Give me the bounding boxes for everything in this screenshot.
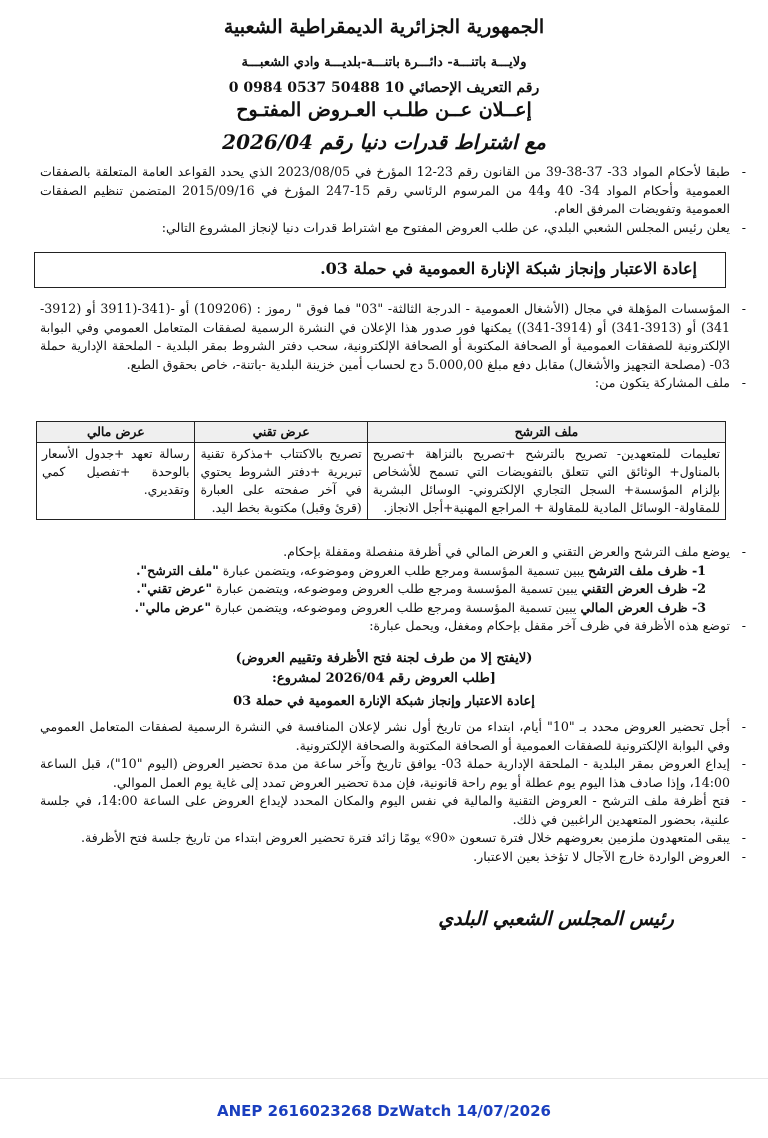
legal-basis-paragraph: - طبقا لأحكام المواد 33- 37-38-39 من القانون رقم 23-12 المؤرخ في 2023/08/05 الذي يحدد القواعد العامة المتعلقة بالصفقات العمومية وأحكام المواد 34- 40 و44 من المرسوم الرئاسي رقم 15-247 المؤرخ في 2015/09/16 المتضمن تنظيم الصفقات العمومية وتفويضات المرفق العام. xyxy=(40,163,746,219)
envelopes-intro: - يوضع ملف الترشح والعرض التقني و العرض المالي في أظرفة منفصلة ومقفلة بإحكام. xyxy=(40,543,746,562)
late-offers-paragraph: - العروض الواردة خارج الآجال لا تؤخذ بعين الاعتبار. xyxy=(40,848,746,867)
conditions-section xyxy=(40,718,746,866)
envelope-item-1 xyxy=(40,562,746,581)
envelope-2-head: 2- ظرف العرض التقني xyxy=(581,581,706,596)
envelope-2-tag: "عرض تقني". xyxy=(136,581,213,596)
project-box xyxy=(34,252,726,288)
file-composition-label: - ملف المشاركة يتكون من: xyxy=(40,374,746,393)
envelope-1-text: يبين تسمية المؤسسة ومرجع طلب العروض وموضوعه، ويتضمن عبارة xyxy=(218,562,589,578)
header-technical-offer: عرض تقني xyxy=(195,422,367,443)
opening-committee-line: (لايفتح إلا من طرف لجنة فتح الأظرفة وتقييم العروض) xyxy=(235,651,533,666)
wilaya-line: ولايـــة باتنـــة- دائـــرة باتنـــة-بلديـــة وادي الشعبـــة xyxy=(241,55,527,70)
envelope-item-2 xyxy=(40,580,746,599)
envelope-3-tag: "عرض مالي". xyxy=(134,599,212,615)
opening-session-paragraph: - فتح أظرفة ملف الترشح - العروض التقنية والمالية في نفس اليوم والمكان المحدد لإيداع العروض على الساعة 14:00، في جلسة علنية، بحضور المتعهدين الراغبين في ذلك. xyxy=(40,792,746,829)
validity-period-paragraph: - يبقى المتعهدون ملزمين بعروضهم خلال فترة تسعون «90» يومًا زائد فترة تحضير العروض ابتداء من تاريخ جلسة فتح الأظرفة. xyxy=(40,829,746,848)
envelope-item-3 xyxy=(40,599,746,618)
cell-financial-offer: رسالة تعهد +جدول الأسعار بالوحدة +تفصيل كمي وتقديري. xyxy=(37,443,195,520)
tender-reference-line: [طلب العروض رقم 2026/04 لمشروع: xyxy=(272,671,496,686)
project-title: إعادة الاعتبار وإنجاز شبكة الإنارة العمومية في حملة 03. xyxy=(320,259,697,278)
outer-envelope-paragraph: - توضع هذه الأظرفة في ظرف آخر مقفل بإحكام ومغفل، ويحمل عبارة: xyxy=(40,617,746,636)
intro-section xyxy=(40,163,746,237)
eligibility-paragraph: - المؤسسات المؤهلة في مجال (الأشغال العمومية - الدرجة الثالثة- "03" فما فوق " رموز : (109206) أو -(341-(3911 أو (3912-341) أو (3913-341) أو (3914-341)) يمكنها فور صدور هذا الإعلان في النشرة الرسمية لصفقات المتعامل العمومي وفي البوابة الإلكترونية للصفقات العمومية أو الصحافة المكتوبة أو الصحافة الإلكترونية، سحب دفتر الشروط بمقر البلدية - الملحقة الإدارية حملة 03- (مصلحة التجهيز والأشغال) مقابل دفع مبلغ 5.000,00 دج لحساب أمين خزينة البلدية -باتنة-، خاص بحقوق الطبع. xyxy=(40,300,746,374)
cell-technical-offer: تصريح بالاكتتاب +مذكرة تقنية تبريرية +دفتر الشروط يحتوي في آخر صفحته على العبارة (قرئ وقبل) مكتوبة بخط اليد. xyxy=(195,443,367,520)
envelope-1-head: 1- ظرف ملف الترشح xyxy=(588,562,706,578)
participation-file-table xyxy=(36,421,726,520)
eligibility-section xyxy=(40,300,746,393)
statistical-id: رقم التعريف الإحصائي 10 50488 0537 0984 0 xyxy=(228,80,540,96)
cell-candidacy-file: تعليمات للمتعهدين- تصريح بالترشح +تصريح بالنزاهة +تصريح بالمناول+ الوثائق التي تتعلق بالتفويضات التي تسمح للأشخاص بإلزام المؤسسة+ السجل التجاري الإلكتروني- الوسائل البشرية للمقاولة- الوسائل المادية للمقاولة + المراجع المهنية+أجل الانجاز. xyxy=(367,443,725,520)
table-row xyxy=(37,443,726,520)
envelope-1-tag: "ملف الترشح". xyxy=(136,562,219,578)
republic-heading: الجمهورية الجزائرية الديمقراطية الشعبية xyxy=(223,16,545,38)
footer-divider xyxy=(0,1078,768,1079)
announcement-paragraph: - يعلن رئيس المجلس الشعبي البلدي، عن طلب العروض المفتوح مع اشتراط قدرات دنيا لإنجاز المشروع التالي: xyxy=(40,219,746,238)
footer-reference: ANEP 2616023268 DzWatch 14/07/2026 xyxy=(217,1102,551,1120)
envelope-2-text: يبين تسمية المؤسسة ومرجع طلب العروض وموضوعه، ويتضمن عبارة xyxy=(212,581,582,596)
announcement-title: إعــلان عــن طلـب العـروض المفتـوح xyxy=(236,99,532,121)
tender-project-line: إعادة الاعتبار وإنجاز شبكة الإنارة العمومية في حملة 03 xyxy=(233,694,535,709)
envelopes-section xyxy=(40,543,746,636)
envelope-3-head: 3- ظرف العرض المالي xyxy=(580,599,706,615)
preparation-period-paragraph: - أجل تحضير العروض محدد بـ "10" أيام، ابتداء من تاريخ أول نشر لإعلان المنافسة في النشرة الرسمية لصفقات المتعامل العمومي وفي البوابة الإلكترونية للصفقات العمومية أو الصحافة المكتوبة والصحافة الإلكترونية. xyxy=(40,718,746,755)
signature-title: رئيس المجلس الشعبي البلدي xyxy=(438,908,674,930)
envelope-3-text: يبين تسمية المؤسسة ومرجع طلب العروض وموضوعه، ويتضمن عبارة xyxy=(211,599,581,615)
header-financial-offer: عرض مالي xyxy=(37,422,195,443)
announcement-subtitle: مع اشتراط قدرات دنيا رقم 2026/04 xyxy=(222,130,546,154)
header-candidacy-file: ملف الترشح xyxy=(367,422,725,443)
deposit-paragraph: - إيداع العروض بمقر البلدية - الملحقة الإدارية حملة 03- يوافق تاريخ وآخر ساعة من مدة تحضير العروض (اليوم "10")، قبل الساعة 14:00، وإذا صادف هذا اليوم يوم عطلة أو يوم راحة قانونية، فإن مدة تحضير العروض تمدد إلى غاية يوم العمل الموالي. xyxy=(40,755,746,792)
table-header-row xyxy=(37,422,726,443)
